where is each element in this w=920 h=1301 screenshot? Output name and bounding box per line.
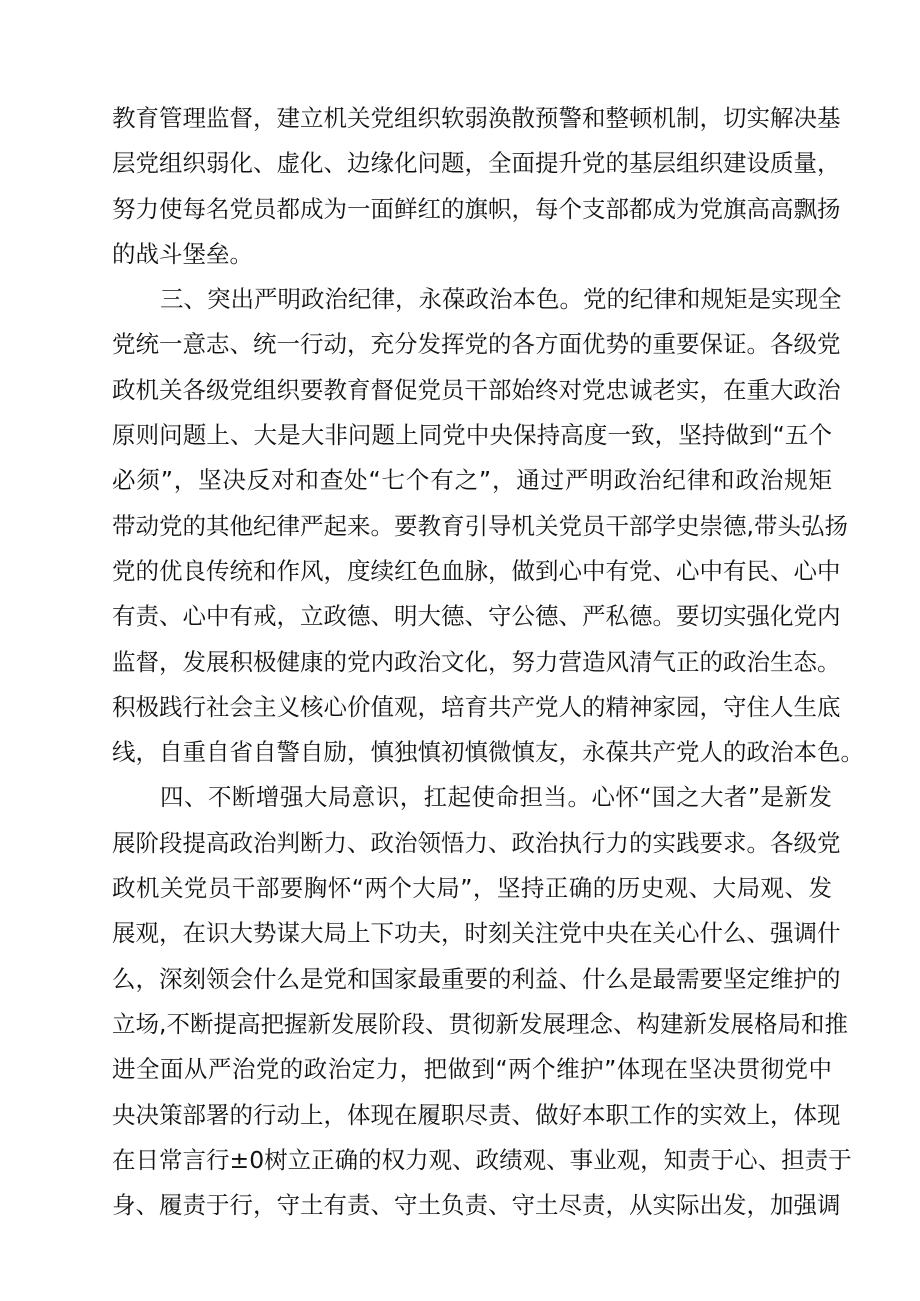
text-line: 原则问题上、大是大非问题上同党中央保持高度一致，坚持做到“五个 bbox=[112, 421, 832, 450]
text-line: 党统一意志、统一行动，充分发挥党的各方面优势的重要保证。各级党 bbox=[112, 330, 841, 359]
text-line: 线，自重自省自警自励，慎独慎初慎微慎友，永葆共产党人的政治本色。 bbox=[112, 738, 864, 767]
text-line: 么，深刻领会什么是党和国家最重要的利益、什么是最需要坚定维护的 bbox=[112, 964, 841, 993]
text-line: 身、履责于行，守土有责、守土负责、守土尽责，从实际出发，加强调 bbox=[112, 1191, 841, 1220]
text-line: 进全面从严治党的政治定力，把做到“两个维护”体现在坚决贯彻党中 bbox=[112, 1055, 832, 1084]
text-line: 带动党的其他纪律严起来。要教育引导机关党员干部学史崇德,带头弘扬 bbox=[112, 511, 848, 540]
text-line: 政机关各级党组织要教育督促党员干部始终对党忠诚老实，在重大政治 bbox=[112, 375, 841, 404]
text-line: 层党组织弱化、虚化、边缘化问题，全面提升党的基层组织建设质量， bbox=[112, 149, 841, 178]
text-line: 展观，在识大势谋大局上下功夫，时刻关注党中央在关心什么、强调什 bbox=[112, 919, 841, 948]
text-line: 积极践行社会主义核心价值观，培育共产党人的精神家园，守住人生底 bbox=[112, 692, 841, 721]
text-line: 有责、心中有戒，立政德、明大德、守公德、严私德。要切实强化党内 bbox=[112, 602, 841, 631]
text-line: 立场,不断提高把握新发展阶段、贯彻新发展理念、构建新发展格局和推 bbox=[112, 1009, 848, 1038]
text-line: 展阶段提高政治判断力、政治领悟力、政治执行力的实践要求。各级党 bbox=[112, 828, 841, 857]
text-line: 的战斗堡垒。 bbox=[112, 239, 253, 268]
text-line: 政机关党员干部要胸怀“两个大局”，坚持正确的历史观、大局观、发 bbox=[112, 874, 832, 903]
text-line: 教育管理监督，建立机关党组织软弱涣散预警和整顿机制，切实解决基 bbox=[112, 104, 841, 132]
body-text bbox=[112, 96, 864, 1228]
section-3-heading-line: 三、突出严明政治纪律，永葆政治本色。党的纪律和规矩是实现全 bbox=[160, 285, 842, 314]
text-line: 必须”，坚决反对和查处“七个有之”，通过严明政治纪律和政治规矩 bbox=[112, 466, 832, 495]
text-line: 央决策部署的行动上，体现在履职尽责、做好本职工作的实效上，体现 bbox=[112, 1100, 841, 1129]
text-line: 努力使每名党员都成为一面鲜红的旗帜，每个支部都成为党旗高高飘扬 bbox=[112, 194, 841, 223]
text-line: 监督，发展积极健康的党内政治文化，努力营造风清气正的政治生态。 bbox=[112, 647, 841, 676]
section-4-heading-line: 四、不断增强大局意识，扛起使命担当。心怀“国之大者”是新发 bbox=[160, 783, 832, 812]
text-line: 在日常言行±0树立正确的权力观、政绩观、事业观，知责于心、担责于 bbox=[112, 1145, 852, 1174]
text-line: 党的优良传统和作风，度续红色血脉，做到心中有党、心中有民、心中 bbox=[112, 556, 841, 585]
